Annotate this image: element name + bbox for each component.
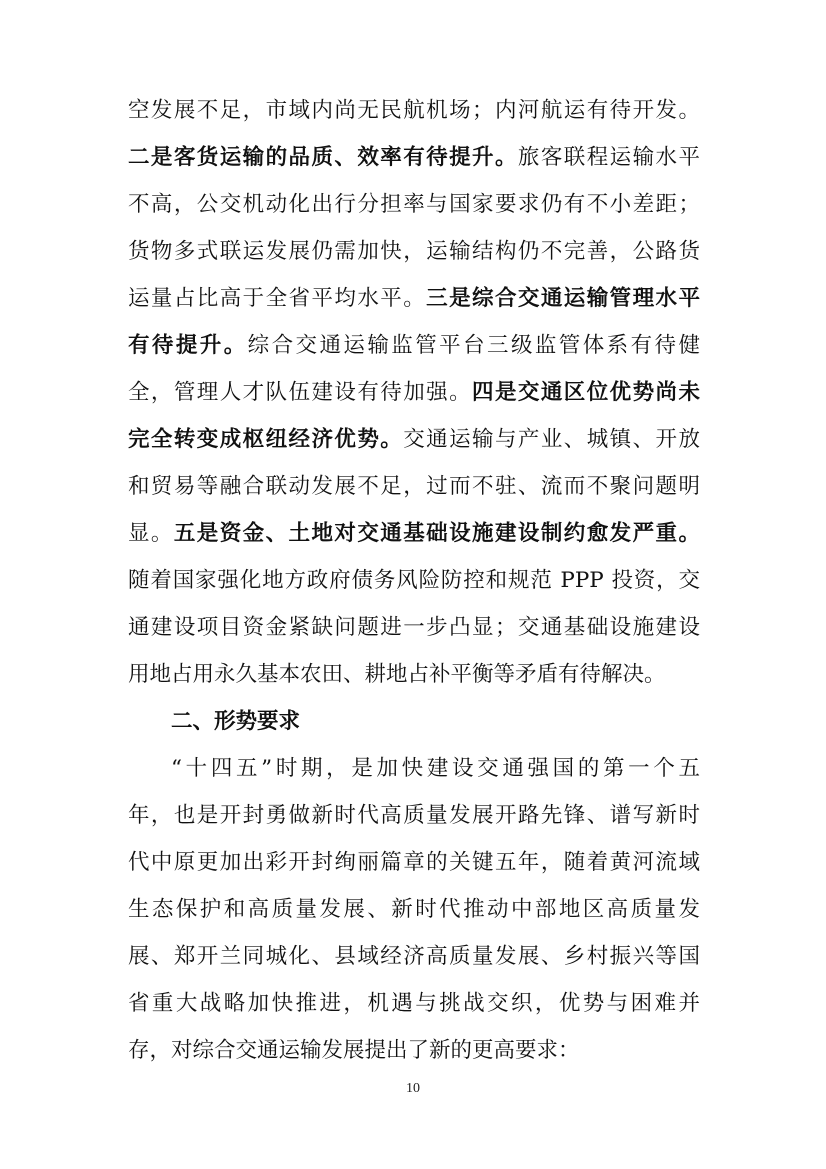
paragraph-2-line-2: 年，也是开封勇做新时代高质量发展开路先锋、谱写新时 xyxy=(128,803,700,828)
bold-text-segment: 三是综合交通运输管理水平 xyxy=(426,286,700,311)
text-segment: 货物多式联运发展仍需加快，运输结构仍不完善，公路货 xyxy=(128,239,700,264)
paragraph-2-line-4: 生态保护和高质量发展、新时代推动中部地区高质量发 xyxy=(128,897,700,922)
text-line-9 xyxy=(128,472,700,502)
paragraph-2-line-6: 省重大战略加快推进，机遇与挑战交织，优势与困难并 xyxy=(128,991,700,1016)
text-line-2 xyxy=(128,143,700,173)
text-line-7 xyxy=(128,378,700,408)
section-heading: 二、形势要求 xyxy=(171,709,301,734)
text-segment: 全，管理人才队伍建设有待加强。 xyxy=(128,380,473,405)
text-line-11 xyxy=(128,566,700,596)
text-line-6 xyxy=(128,331,700,361)
text-segment: 用地占用永久基本农田、耕地占补平衡等矛盾有待解决。 xyxy=(128,662,666,687)
text-segment: 综合交通运输监管平台三级监管体系有待健 xyxy=(247,333,700,358)
text-line-5 xyxy=(128,284,700,314)
bold-text-segment: 有待提升。 xyxy=(128,333,248,358)
text-line-1 xyxy=(128,96,700,126)
paragraph-2-line-3: 代中原更加出彩开封绚丽篇章的关键五年，随着黄河流域 xyxy=(128,850,700,875)
text-line-8 xyxy=(128,425,700,455)
text-line-4 xyxy=(128,237,700,267)
text-segment: 空发展不足，市域内尚无民航机场；内河航运有待开发。 xyxy=(128,98,700,123)
text-line-13 xyxy=(128,660,700,690)
text-line-12 xyxy=(128,613,700,643)
bold-text-segment: 二是客货运输的品质、效率有待提升。 xyxy=(128,145,518,170)
bold-text-segment: 五是资金、土地对交通基础设施建设制约愈发严重。 xyxy=(173,521,700,546)
page-number: 10 xyxy=(406,1081,420,1096)
text-segment: 交通运输与产业、城镇、开放 xyxy=(403,427,700,452)
text-line-3 xyxy=(128,190,700,220)
text-segment: 显。 xyxy=(128,521,174,546)
text-segment: 旅客联程运输水平 xyxy=(517,145,700,170)
text-segment: 运量占比高于全省平均水平。 xyxy=(128,286,427,311)
text-segment: 和贸易等融合联动发展不足，过而不驻、流而不聚问题明 xyxy=(128,474,700,499)
text-segment: 不高，公交机动化出行分担率与国家要求仍有不小差距； xyxy=(128,192,700,217)
paragraph-2-line-1: “十四五”时期，是加快建设交通强国的第一个五 xyxy=(171,756,700,781)
bold-text-segment: 完全转变成枢纽经济优势。 xyxy=(128,427,404,452)
text-segment: 随着国家强化地方政府债务风险防控和规范 PPP 投资，交 xyxy=(128,568,700,593)
bold-text-segment: 四是交通区位优势尚未 xyxy=(472,380,700,405)
text-line-10 xyxy=(128,519,700,549)
text-segment: 通建设项目资金紧缺问题进一步凸显；交通基础设施建设 xyxy=(128,615,700,640)
paragraph-2-line-7: 存，对综合交通运输发展提出了新的更高要求： xyxy=(128,1038,580,1063)
paragraph-2-line-5: 展、郑开兰同城化、县域经济高质量发展、乡村振兴等国 xyxy=(128,944,700,969)
